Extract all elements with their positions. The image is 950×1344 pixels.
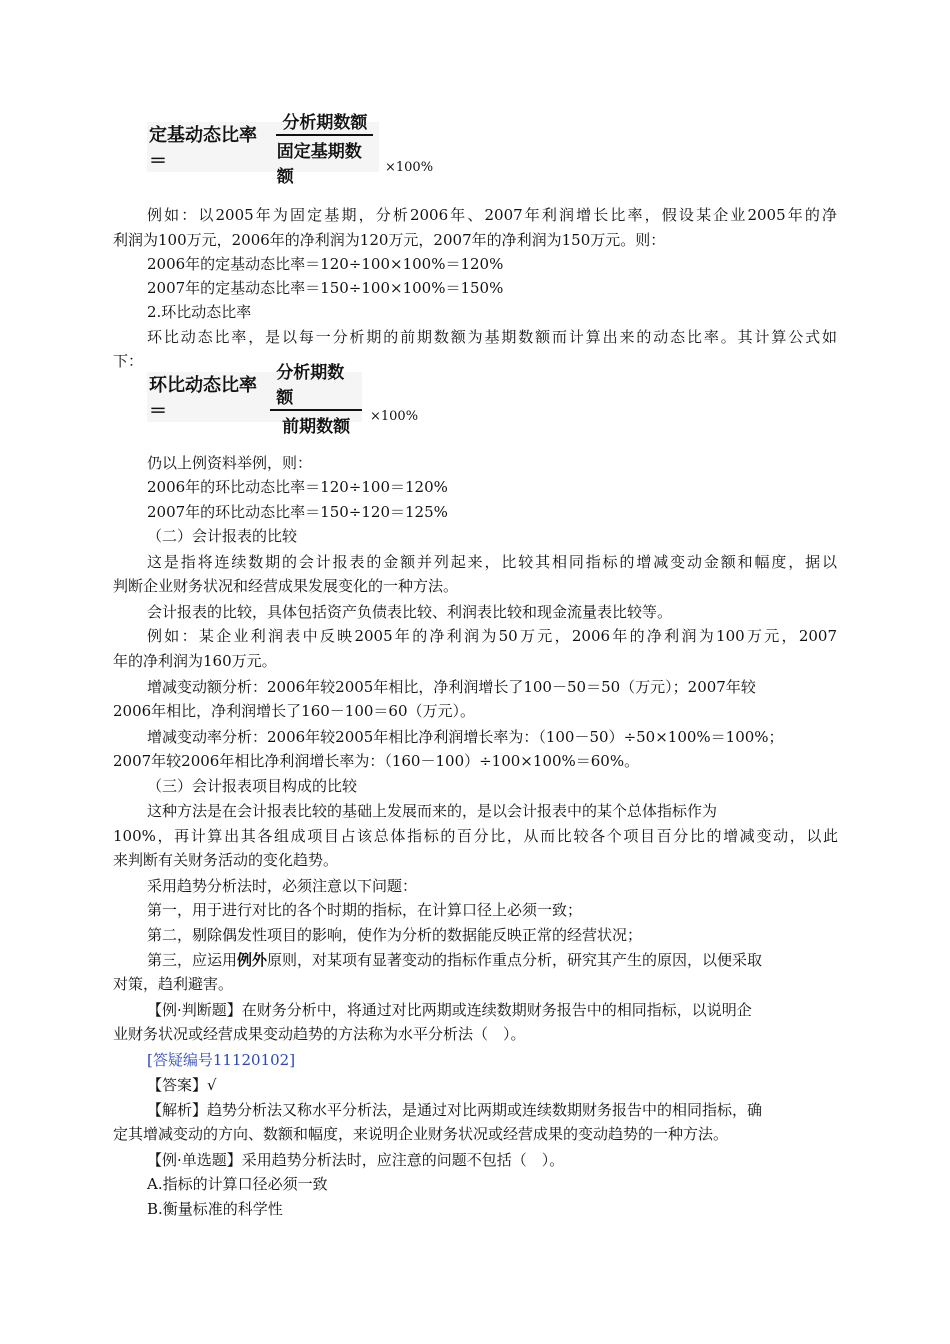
- calc-line: 2007年的环比动态比率＝150÷120＝125%: [147, 503, 448, 521]
- paragraph-line: 利润为100万元，2006年的净利润为120万元，2007年的净利润为150万元。则：: [113, 231, 666, 249]
- paragraph-line: 来判断有关财务活动的变化趋势。: [113, 851, 339, 869]
- paragraph-line: 采用趋势分析法时，必须注意以下问题：: [147, 877, 418, 895]
- fraction-denominator: 前期数额: [282, 416, 351, 437]
- text-run: 原则，对某项有显著变动的指标作重点分析，研究其产生的原因，以便采取: [267, 951, 763, 969]
- formula-chain-ratio: [147, 362, 362, 437]
- answer-line: [147, 1075, 837, 1095]
- question-text: 在财务分析中，将通过对比两期或连续数期财务报告中的相同指标，以说明企: [241, 1001, 752, 1019]
- formula-label: 环比动态比率＝: [149, 375, 257, 422]
- fraction-denominator: 固定基期数额: [276, 141, 362, 187]
- paragraph-line: 例如：某企业利润表中反映2005年的净利润为50万元，2006年的净利润为100万元，2007: [147, 627, 837, 645]
- analysis-tag: 【解析】: [147, 1101, 208, 1119]
- paragraph-line: 年的净利润为160万元。: [113, 652, 277, 670]
- section-heading: （三）会计报表项目构成的比较: [147, 777, 358, 795]
- calc-line: 2007年的定基动态比率＝150÷100×100%＝150%: [147, 279, 504, 297]
- paragraph-line: 会计报表的比较，具体包括资产负债表比较、利润表比较和现金流量表比较等。: [147, 603, 673, 621]
- question-tag: 【例·判断题】: [147, 1001, 242, 1019]
- paragraph-line: 增减变动率分析：2006年较2005年相比净利润增长率为：（100－50）÷50×100%＝100%；: [147, 728, 784, 746]
- question-tag: 【例·单选题】: [147, 1151, 242, 1169]
- option-b: B.衡量标准的科学性: [147, 1200, 283, 1218]
- fraction-numerator: 分析期数额: [276, 108, 373, 136]
- paragraph-line: 这是指将连续数期的会计报表的金额并列起来，比较其相同指标的增减变动金额和幅度，据以: [147, 553, 837, 571]
- text-run: 第三，应运用: [147, 951, 238, 969]
- formula-label: 定基动态比率＝: [149, 125, 257, 172]
- paragraph-line: 下：: [113, 352, 144, 370]
- formula-fixed-base-ratio: [147, 112, 379, 187]
- paragraph-line: 判断企业财务状况和经营成果发展变化的一种方法。: [113, 577, 459, 595]
- section-heading: （二）会计报表的比较: [147, 527, 298, 545]
- answer-ref-link[interactable]: [答疑编号11120102]: [147, 1051, 296, 1069]
- analysis-line: [147, 1100, 837, 1120]
- analysis-text: 趋势分析法又称水平分析法，是通过对比两期或连续数期财务报告中的相同指标，确: [207, 1101, 763, 1119]
- paragraph-line: 仍以上例资料举例，则：: [147, 454, 313, 472]
- fraction: [271, 108, 379, 187]
- paragraph-line: 第二，剔除偶发性项目的影响，使作为分析的数据能反映正常的经营状况；: [147, 926, 643, 944]
- paragraph-line: [147, 950, 837, 970]
- option-a: A.指标的计算口径必须一致: [147, 1175, 328, 1193]
- formula-multiplier: ×100%: [385, 160, 434, 175]
- paragraph-line: 100%，再计算出其各组成项目占该总体指标的百分比，从而比较各个项目百分比的增减变动，以此: [113, 827, 838, 845]
- paragraph-line: 2007年较2006年相比净利润增长率为：（160－100）÷100×100%＝60%。: [113, 752, 640, 770]
- paragraph-line: 环比动态比率，是以每一分析期的前期数额为基期数额而计算出来的动态比率。其计算公式如: [147, 328, 837, 346]
- question-text: 采用趋势分析法时，应注意的问题不包括（ ）。: [241, 1151, 565, 1169]
- paragraph-line: 增减变动额分析：2006年较2005年相比，净利润增长了100－50＝50（万元）；2007年较: [147, 678, 756, 696]
- fraction-numerator: 分析期数额: [270, 358, 362, 411]
- formula-multiplier: ×100%: [370, 409, 419, 424]
- calc-line: 2006年的环比动态比率＝120÷100＝120%: [147, 478, 448, 496]
- paragraph-line: 这种方法是在会计报表比较的基础上发展而来的，是以会计报表中的某个总体指标作为: [147, 802, 718, 820]
- subheading: 2.环比动态比率: [147, 303, 252, 321]
- question-line: [147, 1000, 837, 1020]
- fraction: [270, 358, 362, 437]
- question-line: 业财务状况或经营成果变动趋势的方法称为水平分析法（ ）。: [113, 1025, 526, 1043]
- answer-value: √: [207, 1076, 217, 1094]
- calc-line: 2006年的定基动态比率＝120÷100×100%＝120%: [147, 255, 504, 273]
- question-line: [147, 1150, 837, 1170]
- analysis-line: 定其增减变动的方向、数额和幅度，来说明企业财务状况或经营成果的变动趋势的一种方法。: [113, 1125, 729, 1143]
- bold-term: 例外: [237, 951, 268, 969]
- paragraph-line: 2006年相比，净利润增长了160－100＝60（万元）。: [113, 702, 476, 720]
- answer-tag: 【答案】: [147, 1076, 208, 1094]
- paragraph-line: 第一，用于进行对比的各个时期的指标，在计算口径上必须一致；: [147, 901, 583, 919]
- paragraph-line: 例如：以2005年为固定基期，分析2006年、2007年利润增长比率，假设某企业2005年的净: [147, 206, 837, 224]
- paragraph-line: 对策，趋利避害。: [113, 975, 234, 993]
